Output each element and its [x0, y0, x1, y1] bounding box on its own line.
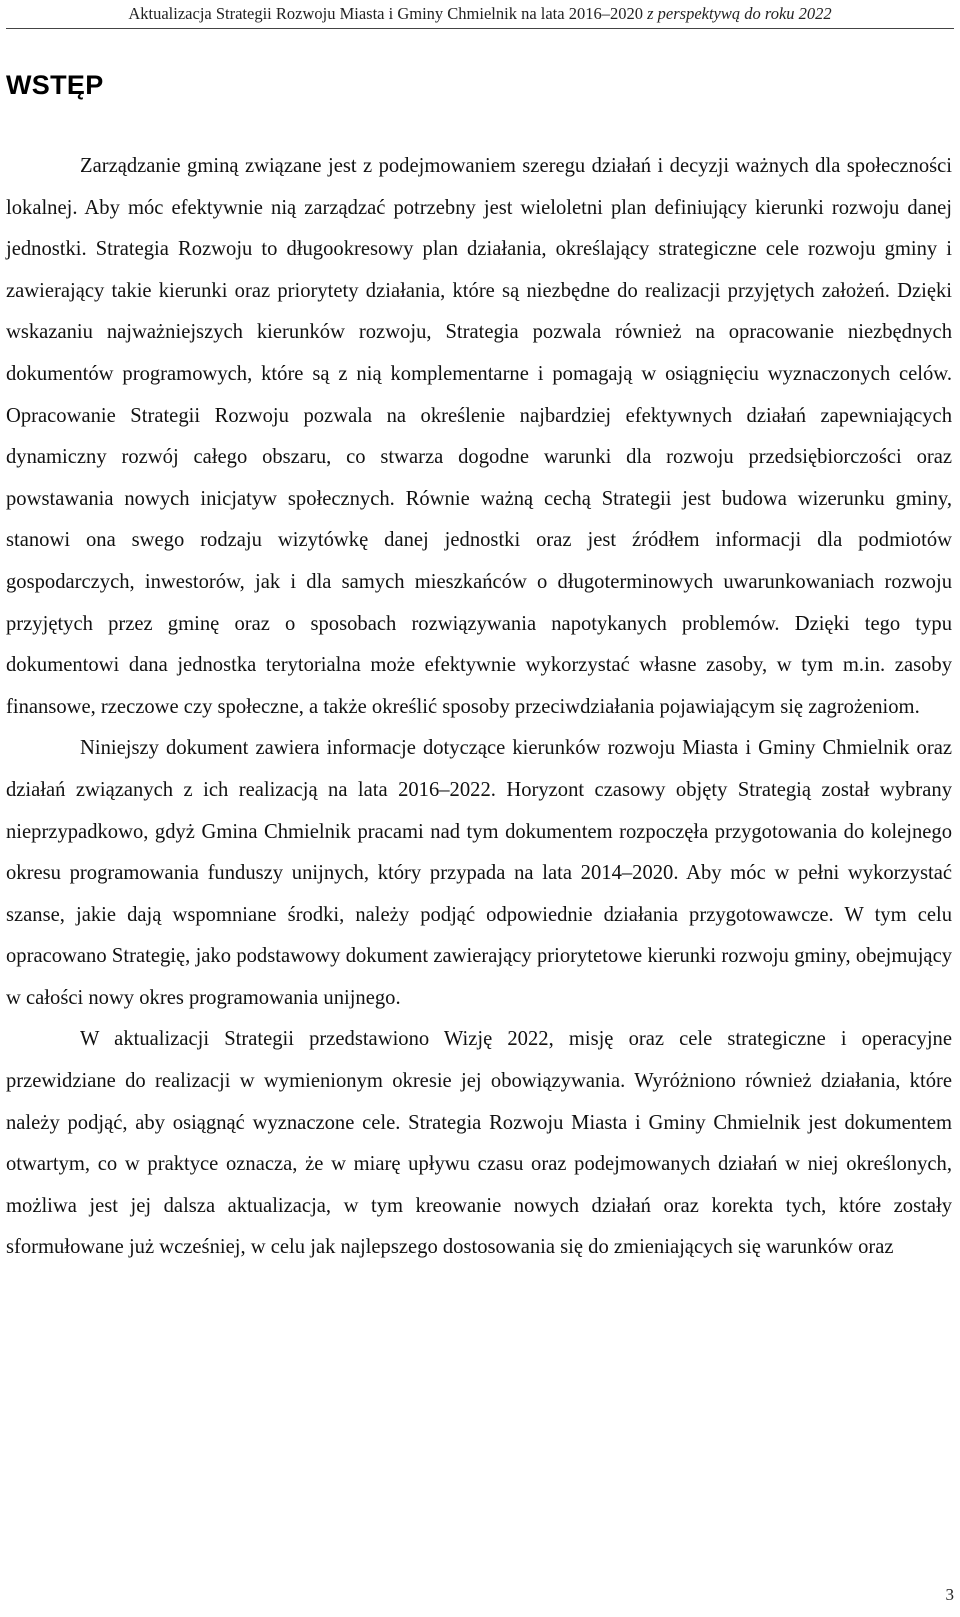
- header-divider: [6, 28, 954, 29]
- page-header: [0, 4, 960, 24]
- paragraph-1: Zarządzanie gminą związane jest z podejmowaniem szeregu działań i decyzji ważnych dla społeczności lokalnej. Aby móc efektywnie nią zarządzać potrzebny jest wieloletni plan definiujący kierunki rozwoju danej jednostki. Strategia Rozwoju to długookresowy plan działania, określający strategiczne cele rozwoju gminy i zawierający takie kierunki oraz priorytety działania, które są niezbędne do realizacji przyjętych założeń. Dzięki wskazaniu najważniejszych kierunków rozwoju, Strategia pozwala również na opracowanie niezbędnych dokumentów programowych, które są z nią komplementarne i pomagają w osiągnięciu wyznaczonych celów. Opracowanie Strategii Rozwoju pozwala na określenie najbardziej efektywnych działań zapewniających dynamiczny rozwój całego obszaru, co stwarza dogodne warunki dla rozwoju przedsiębiorczości oraz powstawania nowych inicjatyw społecznych. Równie ważną cechą Strategii jest budowa wizerunku gminy, stanowi ona swego rodzaju wizytówkę danej jednostki oraz jest źródłem informacji dla podmiotów gospodarczych, inwestorów, jak i dla samych mieszkańców o długoterminowych uwarunkowaniach rozwoju przyjętych przez gminę oraz o sposobach rozwiązywania napotykanych problemów. Dzięki tego typu dokumentowi dana jednostka terytorialna może efektywnie wykorzystać własne zasoby, w tym m.in. zasoby finansowe, rzeczowe czy społeczne, a także określić sposoby przeciwdziałania pojawiającym się zagrożeniom.: [6, 155, 952, 718]
- body-text: [6, 146, 952, 1269]
- page-number: 3: [945, 1585, 954, 1604]
- paragraph-3: W aktualizacji Strategii przedstawiono Wizję 2022, misję oraz cele strategiczne i operacyjne przewidziane do realizacji w wymienionym okresie jej obowiązywania. Wyróżniono również działania, które należy podjąć, aby osiągnąć wyznaczone cele. Strategia Rozwoju Miasta i Gminy Chmielnik jest dokumentem otwartym, co w praktyce oznacza, że w miarę upływu czasu oraz podejmowanych działań w niej określonych, możliwa jest jej dalsza aktualizacja, w tym kreowanie nowych działań oraz korekta tych, które zostały sformułowane już wcześniej, w celu jak najlepszego dostosowania się do zmieniających się warunków oraz: [6, 1028, 952, 1259]
- paragraph-2: Niniejszy dokument zawiera informacje dotyczące kierunków rozwoju Miasta i Gminy Chmielnik oraz działań związanych z ich realizacją na lata 2016–2022. Horyzont czasowy objęty Strategią został wybrany nieprzypadkowo, gdyż Gmina Chmielnik pracami nad tym dokumentem rozpoczęła przygotowania do kolejnego okresu programowania funduszy unijnych, który przypada na lata 2014–2020. Aby móc w pełni wykorzystać szanse, jakie dają wspomniane środki, należy podjąć odpowiednie działania przygotowawcze. W tym celu opracowano Strategię, jako podstawowy dokument zawierający priorytetowe kierunki rozwoju gminy, obejmujący w całości nowy okres programowania unijnego.: [6, 737, 952, 1009]
- header-title-regular: Aktualizacja Strategii Rozwoju Miasta i Gminy Chmielnik na lata 2016–2020: [128, 4, 643, 23]
- header-title-italic: z perspektywą do roku 2022: [647, 4, 832, 23]
- section-title: WSTĘP: [6, 70, 104, 100]
